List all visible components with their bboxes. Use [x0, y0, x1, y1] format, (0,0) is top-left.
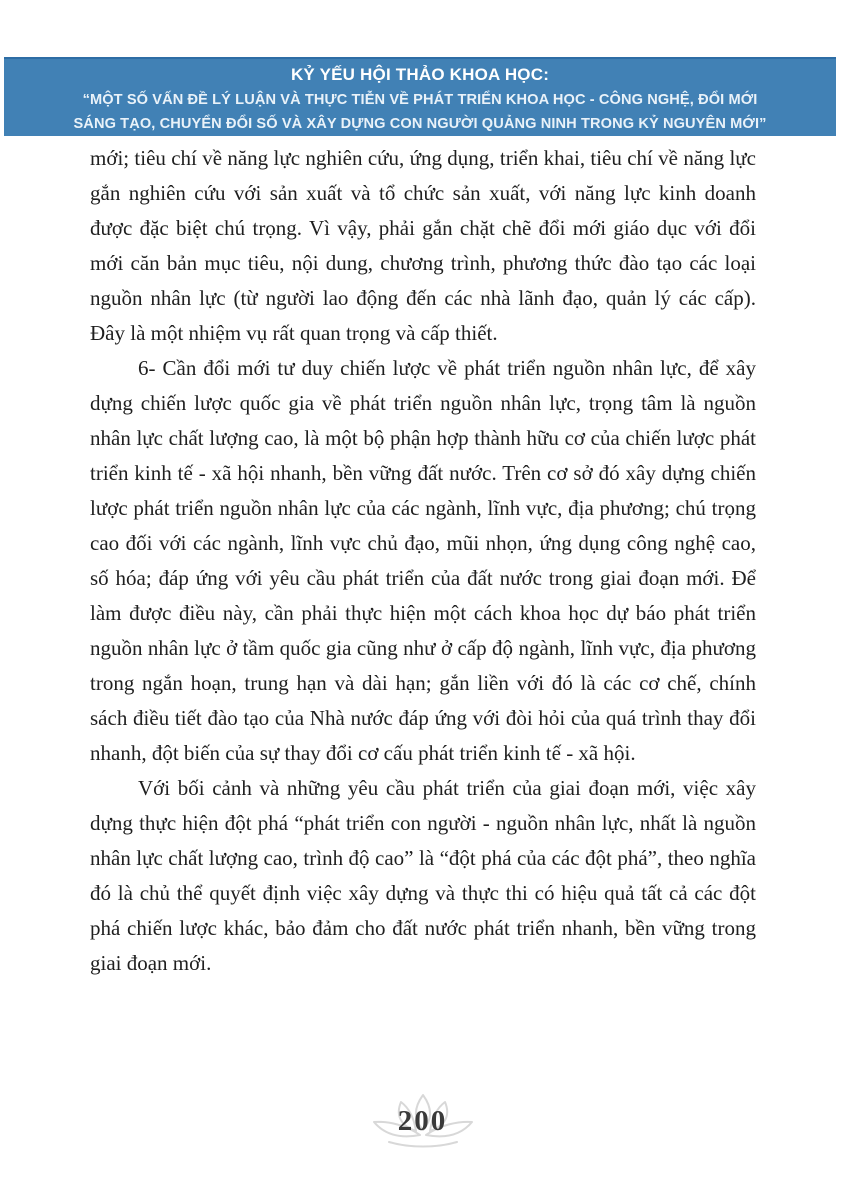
conference-header-banner	[4, 57, 836, 136]
page-number: 200	[397, 1105, 448, 1137]
page-body-text	[90, 141, 756, 981]
paragraph-item-6: 6- Cần đổi mới tư duy chiến lược về phát triển nguồn nhân lực, để xây dựng chiến lược quốc gia về phát triển nguồn nhân lực, trọng tâm là nguồn nhân lực chất lượng cao, là một bộ phận hợp thành hữu cơ của chiến lược phát triển kinh tế - xã hội nhanh, bền vững đất nước. Trên cơ sở đó xây dựng chiến lược phát triển nguồn nhân lực của các ngành, lĩnh vực, địa phương; chú trọng cao đối với các ngành, lĩnh vực chủ đạo, mũi nhọn, ứng dụng công nghệ cao, số hóa; đáp ứng với yêu cầu phát triển của đất nước trong giai đoạn mới. Để làm được điều này, cần phải thực hiện một cách khoa học dự báo phát triển nguồn nhân lực ở tầm quốc gia cũng như ở cấp độ ngành, lĩnh vực, địa phương trong ngắn hoạn, trung hạn và dài hạn; gắn liền với đó là các cơ chế, chính sách điều tiết đào tạo của Nhà nước đáp ứng với đòi hỏi của quá trình thay đổi nhanh, đột biến của sự thay đổi cơ cấu phát triển kinh tế - xã hội.	[90, 356, 756, 765]
conference-title-line-1: “MỘT SỐ VẤN ĐỀ LÝ LUẬN VÀ THỰC TIỄN VỀ PHÁT TRIỂN KHOA HỌC - CÔNG NGHỆ, ĐỔI MỚI	[82, 92, 758, 108]
footer-ornament	[367, 1092, 479, 1150]
conference-title-line-2: SÁNG TẠO, CHUYỂN ĐỔI SỐ VÀ XÂY DỰNG CON NGƯỜI QUẢNG NINH TRONG KỶ NGUYÊN MỚI”	[73, 116, 767, 132]
proceedings-series-title: KỶ YẾU HỘI THẢO KHOA HỌC:	[290, 65, 550, 84]
page-footer	[0, 1092, 845, 1150]
paragraph-continuation: mới; tiêu chí về năng lực nghiên cứu, ứng dụng, triển khai, tiêu chí về năng lực gắn nghiên cứu với sản xuất và tổ chức sản xuất, với năng lực kinh doanh được đặc biệt chú trọng. Vì vậy, phải gắn chặt chẽ đổi mới giáo dục với đổi mới căn bản mục tiêu, nội dung, chương trình, phương thức đào tạo các loại nguồn nhân lực (từ người lao động đến các nhà lãnh đạo, quản lý các cấp). Đây là một nhiệm vụ rất quan trọng và cấp thiết.	[90, 146, 756, 345]
paragraph-closing: Với bối cảnh và những yêu cầu phát triển của giai đoạn mới, việc xây dựng thực hiện đột phá “phát triển con người - nguồn nhân lực, nhất là nguồn nhân lực chất lượng cao, trình độ cao” là “đột phá của các đột phá”, theo nghĩa đó là chủ thể quyết định việc xây dựng và thực thi có hiệu quả tất cả các đột phá chiến lược khác, bảo đảm cho đất nước phát triển nhanh, bền vững trong giai đoạn mới.	[90, 776, 756, 975]
